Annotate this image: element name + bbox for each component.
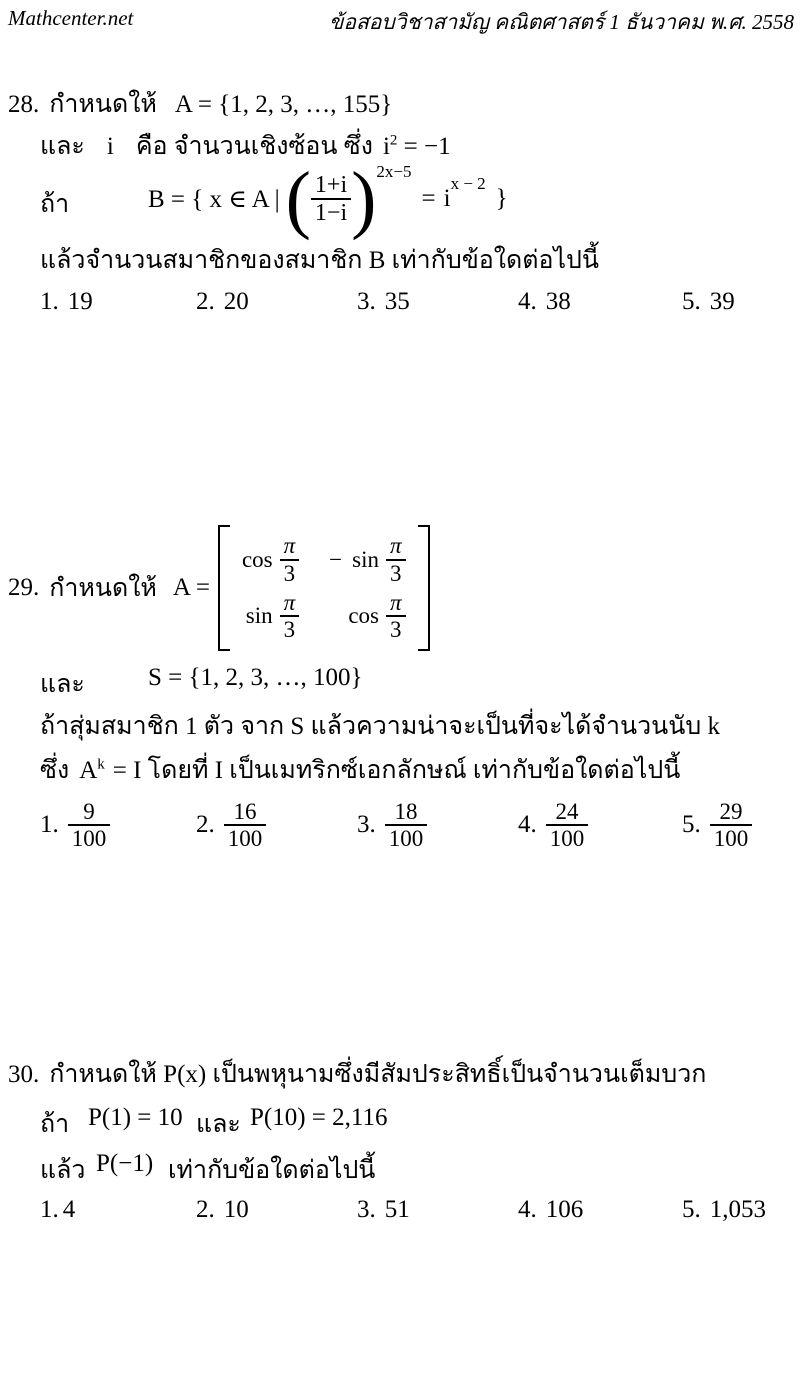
den-3: 3 [283,560,296,586]
pi-symbol: π [283,533,296,559]
pi-over-3 [386,590,406,643]
identity-matrix-text: = I โดยที่ I เป็นเมทริกซ์เอกลักษณ์ เท่ากับข้อใดต่อไปนี้ [112,757,681,784]
fraction-numerator: 9 [83,798,95,824]
option-fraction [710,799,753,852]
option-fraction [224,799,267,852]
a-power-k [79,757,105,785]
fraction-denominator: 100 [71,826,107,851]
option-value: 10 [223,1196,249,1223]
polynomial-statement: กำหนดให้ P(x) เป็นพหุนามซึ่งมีสัมประสิทธิ์เป็นจำนวนเต็มบวก [49,1061,707,1088]
den-3: 3 [390,617,402,643]
and-label: และ [40,133,85,160]
i-equals-neg-one: = −1 [403,133,451,160]
complex-fraction [311,172,351,227]
header-site: Mathcenter.net [8,6,134,30]
i-description: คือ จำนวนเชิงซ้อน ซึ่ง [135,133,373,160]
i-exponent: 2 [389,132,398,149]
fraction-numerator: 16 [233,798,257,824]
problem-number: 29. [8,574,40,601]
rhs-base: i [443,185,451,212]
problem-30-line-3 [0,1150,800,1184]
option-4 [518,1196,583,1224]
problem-29-options [0,792,800,858]
fraction-denominator: 100 [713,826,749,851]
option-value: 39 [709,288,735,315]
set-b-equation [148,156,508,241]
problem-28-question: แล้วจำนวนสมาชิกของสมาชิก B เท่ากับข้อใดต่อไปนี้ [40,247,600,274]
fraction-numerator: 29 [719,798,743,824]
option-2 [196,1196,249,1224]
set-s-definition: S = {1, 2, 3, …, 100} [148,664,363,691]
trig-fn: cos [241,546,273,572]
option-value: 106 [545,1196,584,1223]
option-label: 1. [40,288,59,315]
option-value: 35 [384,288,410,315]
option-3 [357,288,410,316]
problem-30-options [0,1196,800,1230]
pi-symbol: π [283,590,296,615]
equation-left-part: B = { x ∈ A | [148,186,280,213]
trig-fn: cos [348,603,379,629]
option-label: 1. [40,811,59,838]
fraction-numerator: 24 [555,798,579,824]
fraction-denominator: 100 [388,826,424,851]
option-value: 19 [67,288,93,315]
problem-30-line-2 [0,1104,800,1138]
option-label: 5. [682,288,701,315]
rhs-exponent: x − 2 [450,174,486,193]
option-label: 1. [40,1196,59,1223]
option-label: 3. [357,1196,376,1223]
paren-exponent: 2x−5 [376,162,412,181]
option-fraction [68,799,111,852]
close-paren: ) [351,156,377,241]
problem-28-options [0,288,800,322]
option-label: 5. [682,811,701,838]
trig-fn: sin [245,603,273,629]
then-label: แล้ว [40,1157,86,1184]
problem-29-line-4 [40,750,680,790]
fraction-numerator: 18 [394,798,418,824]
matrix-a-equals: A = [172,574,210,601]
option-label: 2. [196,811,215,838]
trig-fn: sin [352,546,379,572]
a-base: A [79,757,98,784]
matrix-cell-r1c2 [329,533,405,586]
option-label: 4. [518,1196,537,1223]
option-2 [196,288,249,316]
which-label: ซึ่ง [40,757,70,784]
close-brace: } [495,185,508,212]
option-5 [682,1196,766,1224]
fraction-denominator: 100 [549,826,585,851]
option-label: 2. [196,288,215,315]
problem-28-equation-row [0,156,800,241]
minus-sign: − [329,546,343,572]
problem-28-line-1 [8,84,392,124]
option-fraction [385,799,428,852]
i-squared-expression [383,133,451,161]
pi-over-3 [280,533,300,586]
option-4 [518,288,571,316]
if-label: ถ้า [40,1111,70,1138]
fraction-denominator: 100 [227,826,263,851]
pi-symbol: π [389,590,402,615]
option-3 [357,792,427,858]
p10-equation: P(10) = 2,116 [250,1104,388,1131]
option-2 [196,792,266,858]
i-base: i [382,133,390,160]
problem-29-matrix-row [8,522,430,654]
matrix-cell-r2c1 [242,590,299,643]
option-1 [40,792,110,858]
set-a-definition: A = {1, 2, 3, …, 155} [174,91,393,118]
p1-equation: P(1) = 10 [88,1104,183,1131]
den-3: 3 [283,617,296,643]
given-label: กำหนดให้ [49,575,157,602]
option-value: 20 [223,288,249,315]
matrix-grid [230,525,418,650]
problem-29-line-3: ถ้าสุ่มสมาชิก 1 ตัว จาก S แล้วความน่าจะเป็นที่จะได้จำนวนนับ k [40,713,720,740]
option-label: 5. [682,1196,701,1223]
option-1 [40,288,93,316]
pi-over-3 [386,533,406,586]
and-label: และ [196,1111,241,1138]
a-exponent: k [97,756,105,773]
p-neg1-expression: P(−1) [96,1150,154,1177]
option-label: 2. [196,1196,215,1223]
problem-number: 28. [8,91,40,118]
option-value: 1,053 [709,1196,766,1223]
pi-symbol: π [389,533,402,559]
matrix-bracket-left [218,525,230,650]
open-paren: ( [285,156,311,241]
and-label: และ [40,671,85,698]
question-text: เท่ากับข้อใดต่อไปนี้ [168,1157,376,1184]
pi-over-3 [280,590,300,643]
option-1 [40,1196,75,1224]
option-value: 38 [545,288,571,315]
equals-sign: = [421,185,436,212]
matrix-cell-r1c1 [242,533,299,586]
if-label: ถ้า [40,191,70,218]
option-value: 4 [62,1196,76,1223]
option-fraction [546,799,589,852]
i-symbol: i [106,133,114,160]
fraction-numerator: 1+i [314,171,348,198]
given-label: กำหนดให้ [49,91,157,118]
option-label: 3. [357,811,376,838]
fraction-denominator: 1−i [314,200,348,226]
option-label: 4. [518,811,537,838]
option-4 [518,792,588,858]
header-title: ข้อสอบวิชาสามัญ คณิตศาสตร์ 1 ธันวาคม พ.ศ. 2558 [328,10,794,34]
matrix-cell-r2c2 [329,590,405,643]
option-value: 51 [384,1196,410,1223]
option-5 [682,288,735,316]
problem-number: 30. [8,1061,40,1088]
option-3 [357,1196,410,1224]
rotation-matrix [218,525,430,650]
option-label: 3. [357,288,376,315]
matrix-bracket-right [418,525,430,650]
option-label: 4. [518,288,537,315]
option-5 [682,792,752,858]
den-3: 3 [390,560,402,586]
problem-30-line-1 [8,1054,706,1094]
problem-29-line-2 [0,664,800,698]
